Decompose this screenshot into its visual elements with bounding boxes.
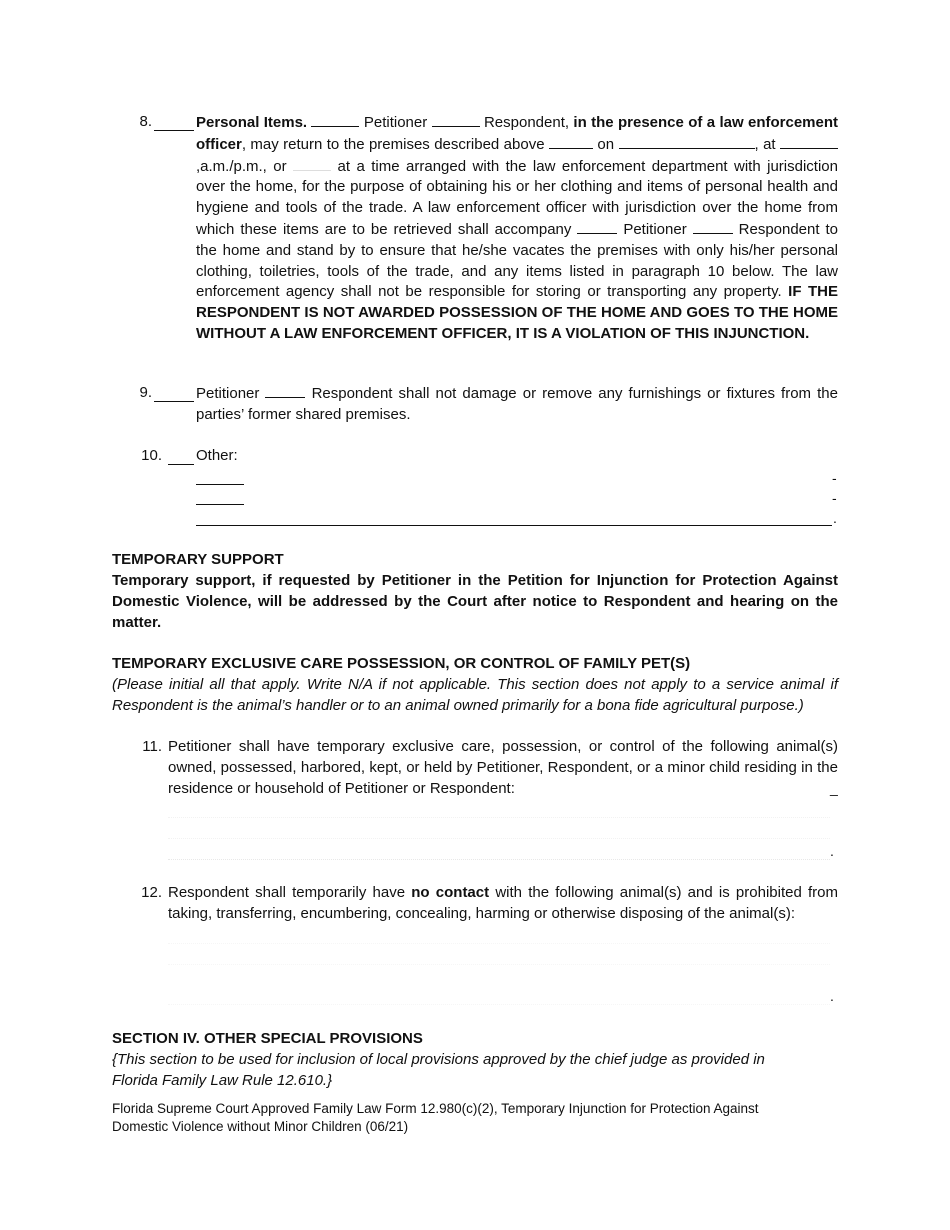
return-time-blank[interactable]: [780, 134, 838, 149]
item-11-text: Petitioner shall have temporary exclusive care, possession, or control of the following animal(s) owned, possessed, harbored, kept, or held by Petitioner, Respondent, or a minor child residing in the residence or household of Petitioner or Respondent:: [168, 738, 838, 795]
item-11-line-end: _: [830, 780, 838, 796]
item-8-initial-blank[interactable]: [154, 130, 194, 131]
no-contact-line-1[interactable]: [168, 943, 830, 944]
other-line-1-end: -: [832, 470, 837, 486]
item-12-text: Respondent shall temporarily have no contact with the following animal(s) and is prohibited from taking, transferring, encumbering, concealing, harming or otherwise disposing of the animal(s):: [168, 884, 839, 922]
pets-heading: TEMPORARY EXCLUSIVE CARE POSSESSION, OR CONTROL OF FAMILY PET(S): [112, 655, 691, 672]
no-contact-line-2[interactable]: [168, 964, 830, 965]
item-10-number: 10.: [141, 447, 162, 464]
item-9-initial-blank[interactable]: [154, 401, 194, 402]
item-9-text: Petitioner Respondent shall not damage or remove any furnishings or fixtures from the parties’ former shared premises.: [196, 385, 838, 423]
other-line-3[interactable]: [196, 525, 832, 526]
no-contact-line-3[interactable]: [168, 1004, 830, 1005]
return-date-blank[interactable]: [549, 134, 593, 149]
pets-instructions: (Please initial all that apply. Write N/A if not applicable. This section does not apply to a service animal if Respondent is the animal’s handler or to an animal owned primarily for a bona fide agricultural purpose.): [112, 676, 838, 714]
petitioner-initial-blank[interactable]: [311, 112, 359, 127]
other-line-3-end: .: [833, 510, 837, 526]
item-11-period: .: [830, 843, 834, 859]
item-9-number: 9.: [139, 384, 152, 401]
item-8-number: 8.: [139, 113, 152, 130]
pet-line-1[interactable]: [168, 817, 830, 818]
pet-line-2[interactable]: [168, 838, 830, 839]
other-line-2-end: -: [832, 490, 837, 506]
pet-line-3[interactable]: [168, 859, 830, 860]
temporary-support-text: Temporary support, if requested by Petitioner in the Petition for Injunction for Protection Against Domestic Violence, will be addressed by the Court after notice to Respondent and hearing on the matter.: [112, 572, 838, 631]
item-11-number: 11.: [142, 738, 162, 755]
respondent-initial-blank[interactable]: [432, 112, 480, 127]
other-line-2[interactable]: [196, 504, 244, 505]
accompany-petitioner-blank[interactable]: [577, 219, 617, 234]
form-footer: Florida Supreme Court Approved Family Law Form 12.980(c)(2), Temporary Injunction for Protection Against Domestic Violence without Minor Children (06/21): [112, 1101, 759, 1134]
return-date-blank-2[interactable]: [619, 134, 755, 149]
accompany-respondent-blank[interactable]: [693, 219, 733, 234]
item-10-initial-blank[interactable]: [168, 464, 194, 465]
temporary-support-heading: TEMPORARY SUPPORT: [112, 551, 284, 568]
item-8-text: Personal Items. Petitioner Respondent, in the presence of a law enforcement officer, may return to the premises described above on , at ,a.m./p.m., or at a time arranged with the law enforcement department with jurisdiction over the home, for the purpose of obtaining his or her clothing and items of personal health and hygiene and tools of the trade. A law enforcement officer with jurisdiction over the home from which these items are to be retrieved shall accompany Petitioner Respondent to the home and stand by to ensure that he/she vacates the premises with only his/her personal clothing, toiletries, tools of the trade, and any items listed in paragraph 10 below. The law enforcement agency shall not be responsible for storing or transporting any property. IF THE RESPONDENT IS NOT AWARDED POSSESSION OF THE HOME AND GOES TO THE HOME WITHOUT A LAW ENFORCEMENT OFFICER, IT IS A VIOLATION OF THIS INJUNCTION.: [196, 114, 839, 342]
item-12-number: 12.: [141, 884, 162, 901]
item-12-period: .: [830, 988, 834, 1004]
item-10-label: Other:: [196, 447, 238, 464]
section-4-instructions: {This section to be used for inclusion of local provisions approved by the chief judge as provided in Florida Family Law Rule 12.610.}: [112, 1051, 765, 1089]
item-9-respondent-blank[interactable]: [265, 383, 305, 398]
other-line-1[interactable]: [196, 484, 244, 485]
arranged-time-blank[interactable]: [293, 156, 331, 171]
section-4-heading: SECTION IV. OTHER SPECIAL PROVISIONS: [112, 1030, 423, 1047]
